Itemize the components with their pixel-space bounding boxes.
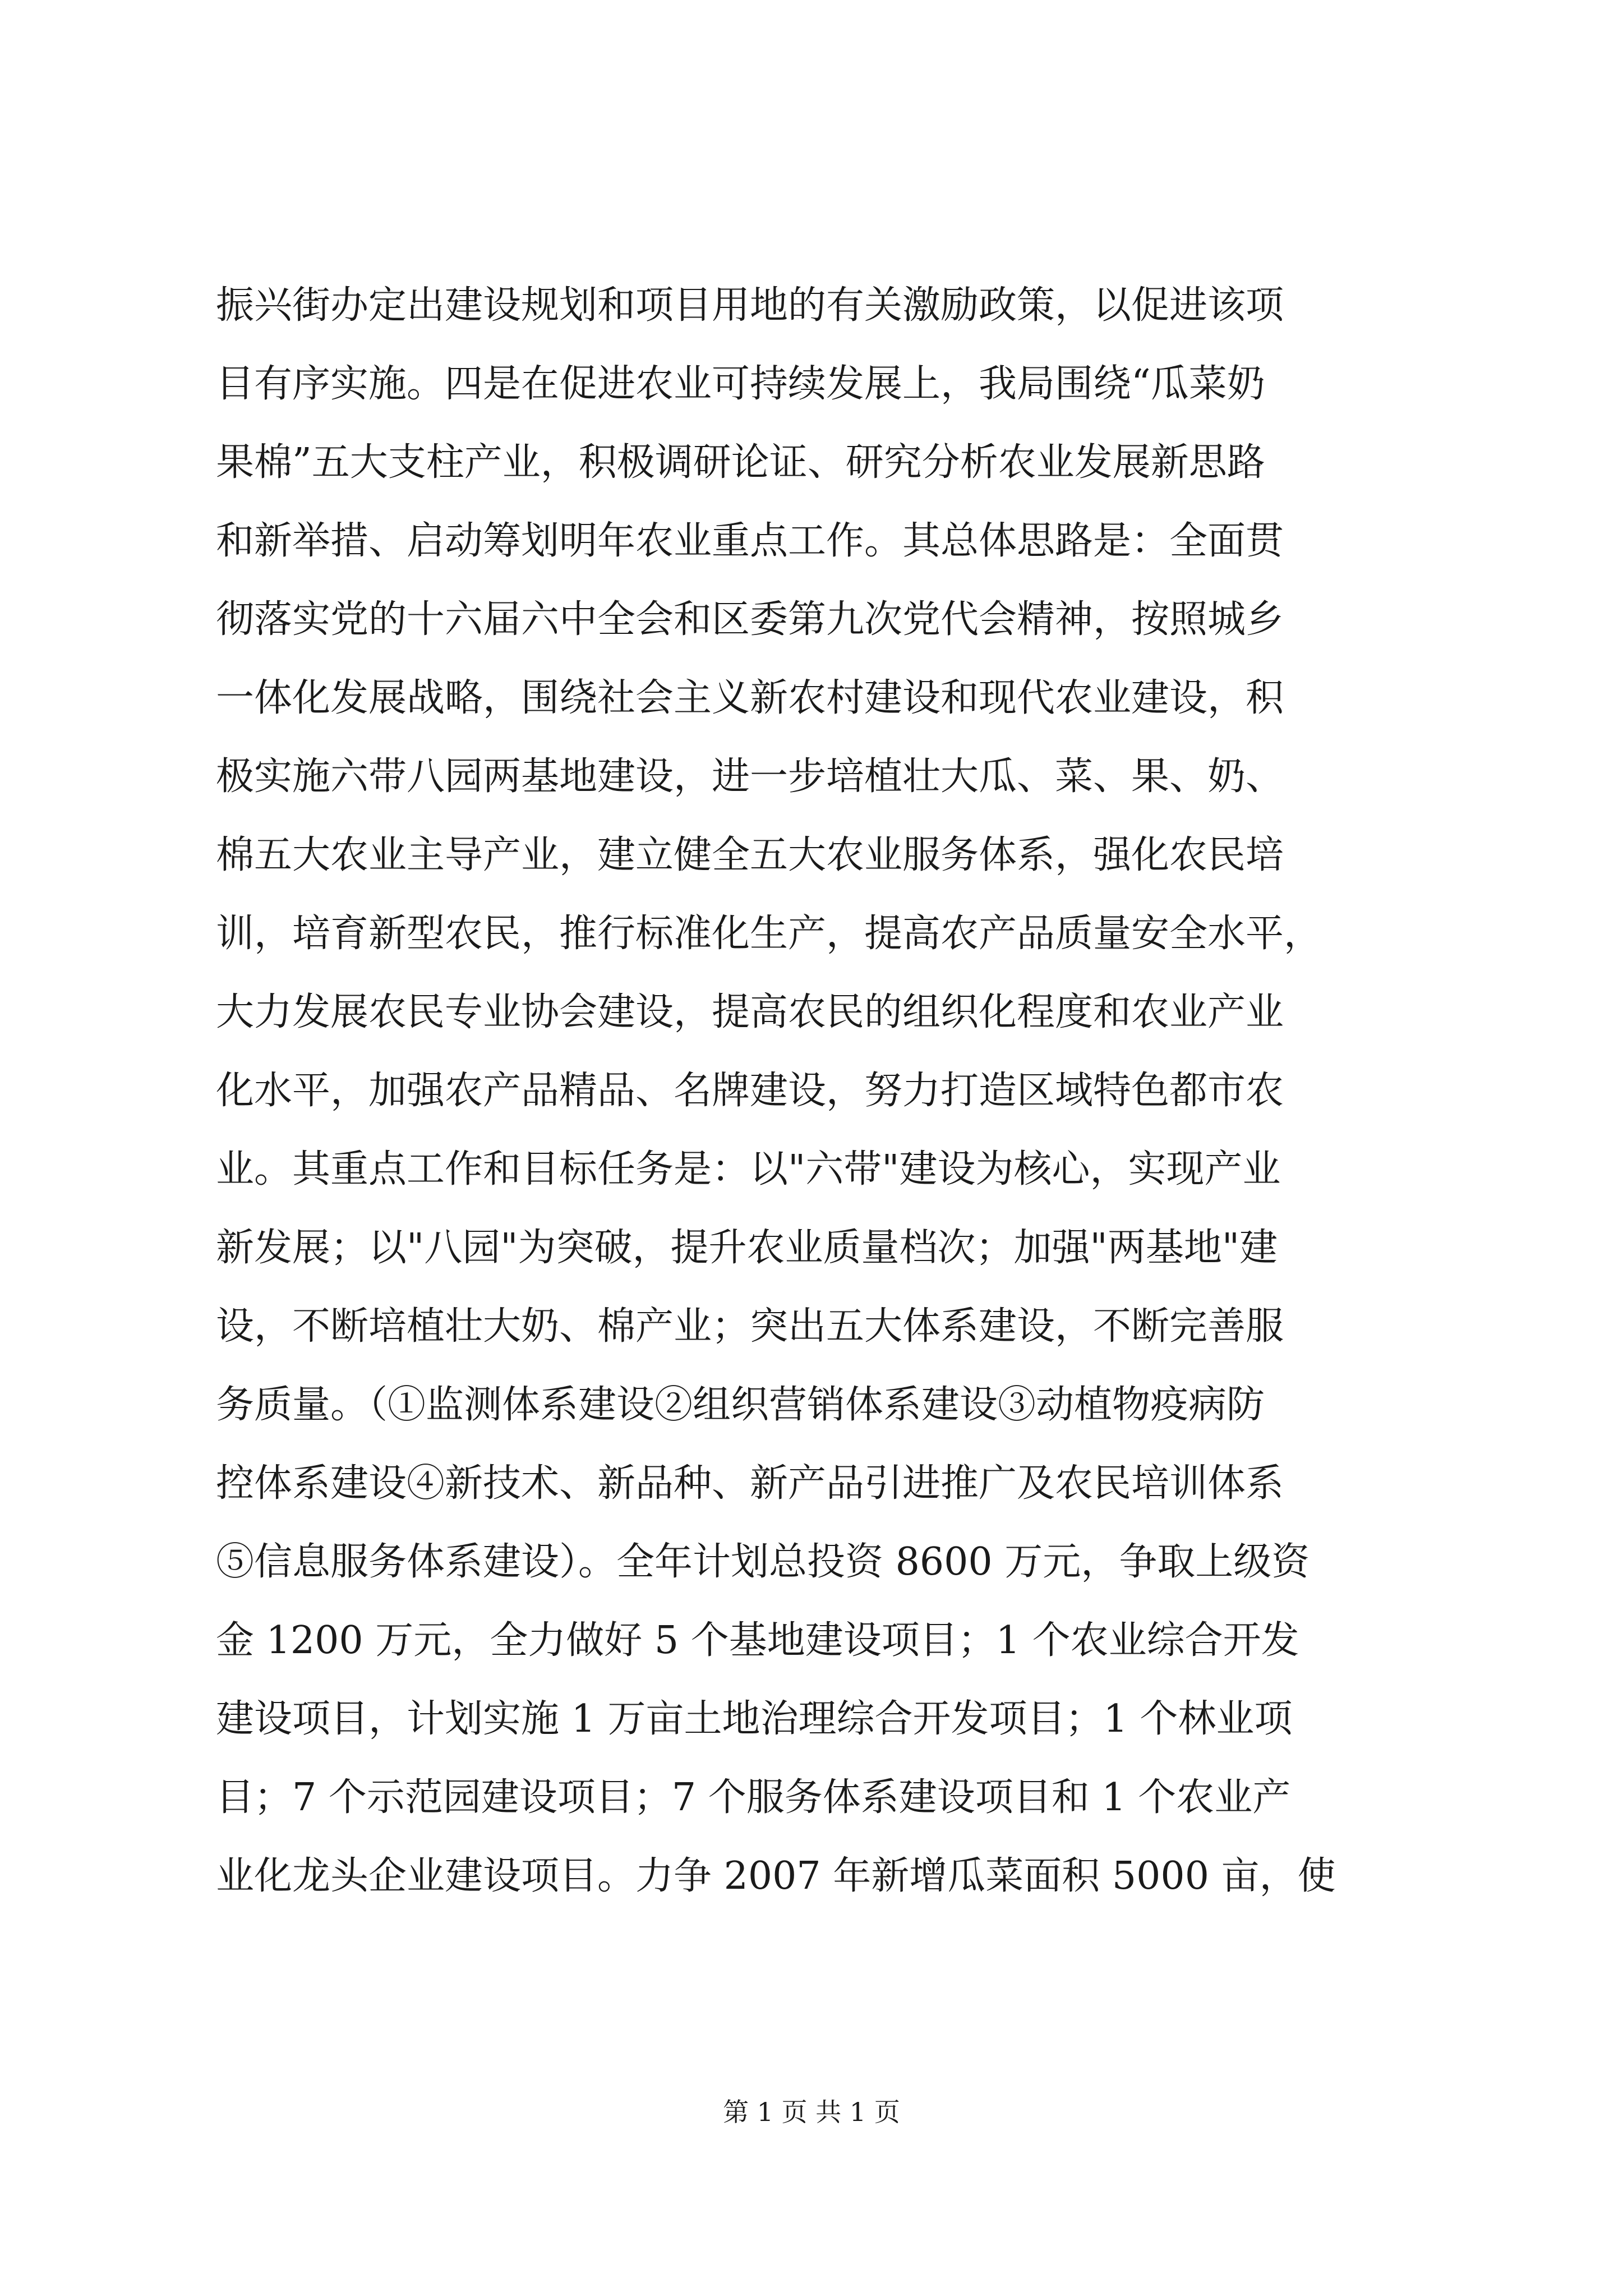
- text-line: ⑤信息服务体系建设）。全年计划总投资 8600 万元，争取上级资: [216, 1540, 1310, 1584]
- text-line: 业。其重点工作和目标任务是：以"六带"建设为核心，实现产业: [216, 1147, 1281, 1191]
- text-line: 一体化发展战略，围绕社会主义新农村建设和现代农业建设，积: [216, 676, 1284, 720]
- text-line: 新发展；以"八园"为突破，提升农业质量档次；加强"两基地"建: [216, 1226, 1278, 1270]
- text-line: 彻落实党的十六届六中全会和区委第九次党代会精神，按照城乡: [216, 597, 1284, 642]
- text-line: 果棉”五大支柱产业，积极调研论证、研究分析农业发展新思路: [216, 440, 1265, 485]
- text-line: 设，不断培植壮大奶、棉产业；突出五大体系建设，不断完善服: [216, 1304, 1284, 1349]
- text-line: 建设项目，计划实施 1 万亩土地治理综合开发项目；1 个林业项: [216, 1697, 1293, 1741]
- text-line: 和新举措、启动筹划明年农业重点工作。其总体思路是：全面贯: [216, 519, 1284, 563]
- text-line: 振兴街办定出建设规划和项目用地的有关激励政策，以促进该项: [216, 283, 1284, 328]
- text-line: 目；7 个示范园建设项目；7 个服务体系建设项目和 1 个农业产: [216, 1775, 1291, 1820]
- text-line: 化水平，加强农产品精品、名牌建设，努力打造区域特色都市农: [216, 1069, 1284, 1113]
- page-number-footer: 第 1 页 共 1 页: [723, 2097, 900, 2127]
- text-line: 极实施六带八园两基地建设，进一步培植壮大瓜、菜、果、奶、: [216, 754, 1284, 799]
- text-line: 目有序实施。四是在促进农业可持续发展上，我局围绕“瓜菜奶: [216, 362, 1265, 406]
- text-line: 务质量。（①监测体系建设②组织营销体系建设③动植物疫病防: [216, 1383, 1265, 1427]
- text-line: 大力发展农民专业协会建设，提高农民的组织化程度和农业产业: [216, 990, 1284, 1034]
- text-line: 控体系建设④新技术、新品种、新产品引进推广及农民培训体系: [216, 1461, 1284, 1506]
- text-line: 金 1200 万元，全力做好 5 个基地建设项目；1 个农业综合开发: [216, 1618, 1299, 1663]
- text-line: 业化龙头企业建设项目。力争 2007 年新增瓜菜面积 5000 亩，使: [216, 1854, 1336, 1898]
- document-body: [216, 266, 1427, 1916]
- text-line: 训，培育新型农民，推行标准化生产，提高农产品质量安全水平，: [216, 912, 1322, 956]
- text-line: 棉五大农业主导产业，建立健全五大农业服务体系，强化农民培: [216, 833, 1284, 877]
